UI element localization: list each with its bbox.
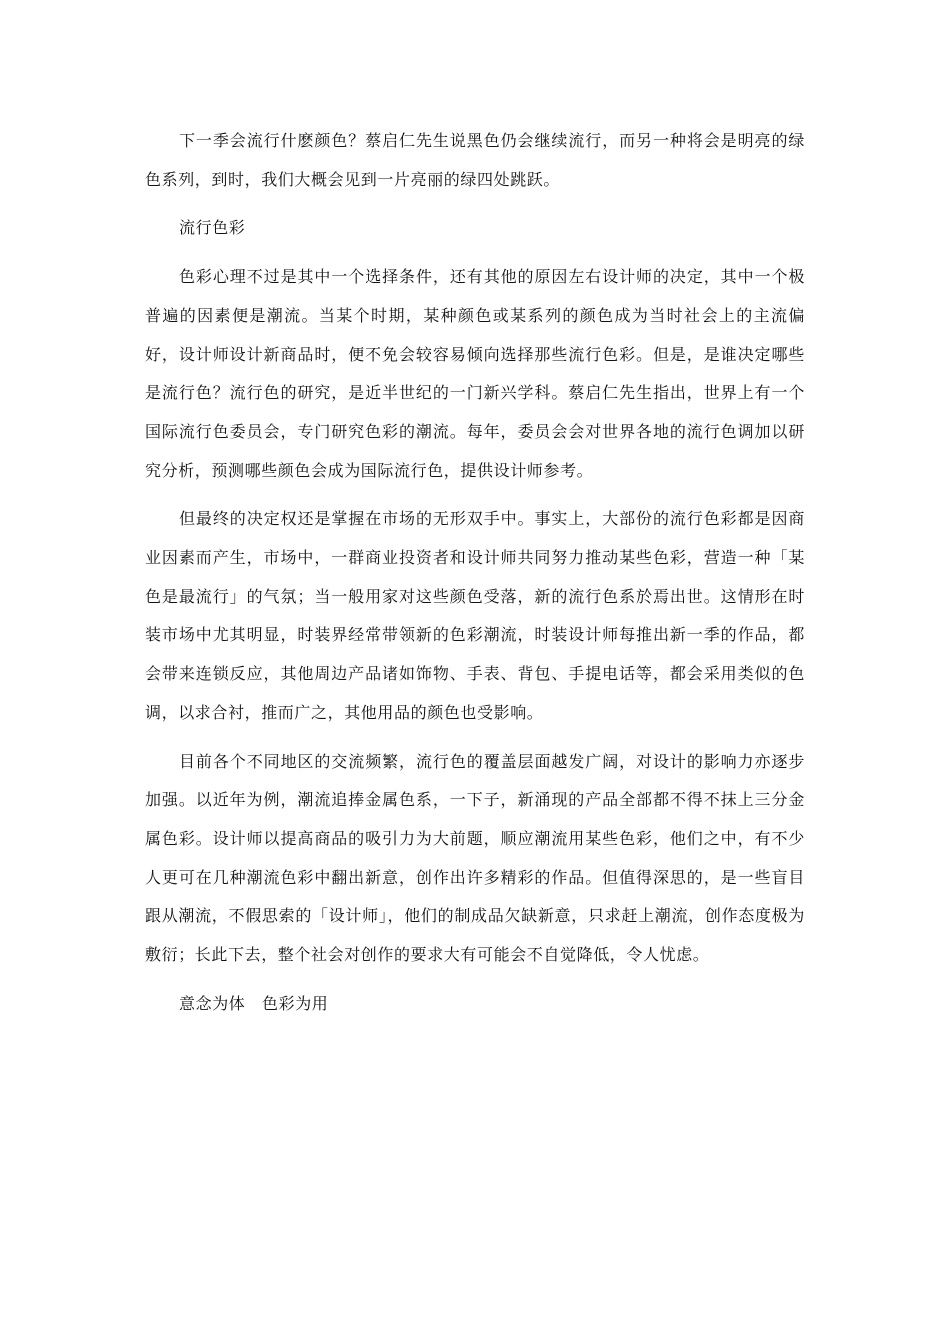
section-heading-trend-colors: 流行色彩 xyxy=(179,218,246,238)
paragraph-color-psychology: 色彩心理不过是其中一个选择条件，还有其他的原因左右设计师的决定，其中一个极普遍的因素便是潮流。当某个时期，某种颜色或某系列的颜色成为当时社会上的主流偏好，设计师设计新商品时，便不免会较容易倾向选择那些流行色彩。但是，是谁决定哪些是流行色？流行色的研究，是近半世纪的一门新兴学科。蔡启仁先生指出，世界上有一个国际流行色委员会，专门研究色彩的潮流。每年，委员会会对世界各地的流行色调加以研究分析，预测哪些颜色会成为国际流行色，提供设计师参考。 xyxy=(145,267,805,480)
paragraph-next-season-colors: 下一季会流行什麽颜色？蔡启仁先生说黑色仍会继续流行，而另一种将会是明亮的绿色系列，到时，我们大概会见到一片亮丽的绿四处跳跃。 xyxy=(145,131,805,189)
section-heading-concept-and-color: 意念为体 色彩为用 xyxy=(179,993,329,1013)
paragraph-regional-exchange: 目前各个不同地区的交流频繁，流行色的覆盖层面越发广阔，对设计的影响力亦逐步加强。以近年为例，潮流追捧金属色系，一下子，新涌现的产品全部都不得不抹上三分金属色彩。设计师以提高商品的吸引力为大前题，顺应潮流用某些色彩，他们之中，有不少人更可在几种潮流色彩中翻出新意，创作出许多精彩的作品。但值得深思的，是一些盲目跟从潮流，不假思索的「设计师」，他们的制成品欠缺新意，只求赶上潮流，创作态度极为敷衍；长此下去，整个社会对创作的要求大有可能会不自觉降低，令人忧虑。 xyxy=(145,751,805,965)
paragraph-market-decision: 但最终的决定权还是掌握在市场的无形双手中。事实上，大部份的流行色彩都是因商业因素而产生，市场中，一群商业投资者和设计师共同努力推动某些色彩，营造一种「某色是最流行」的气氛；当一般用家对这些颜色受落，新的流行色系於焉出世。这情形在时装市场中尤其明显，时装界经常带领新的色彩潮流，时装设计师每推出新一季的作品，都会带来连锁反应，其他周边产品诸如饰物、手表、背包、手提电话等，都会采用类似的色调，以求合衬，推而广之，其他用品的颜色也受影响。 xyxy=(145,509,805,722)
document-body xyxy=(145,122,805,1033)
